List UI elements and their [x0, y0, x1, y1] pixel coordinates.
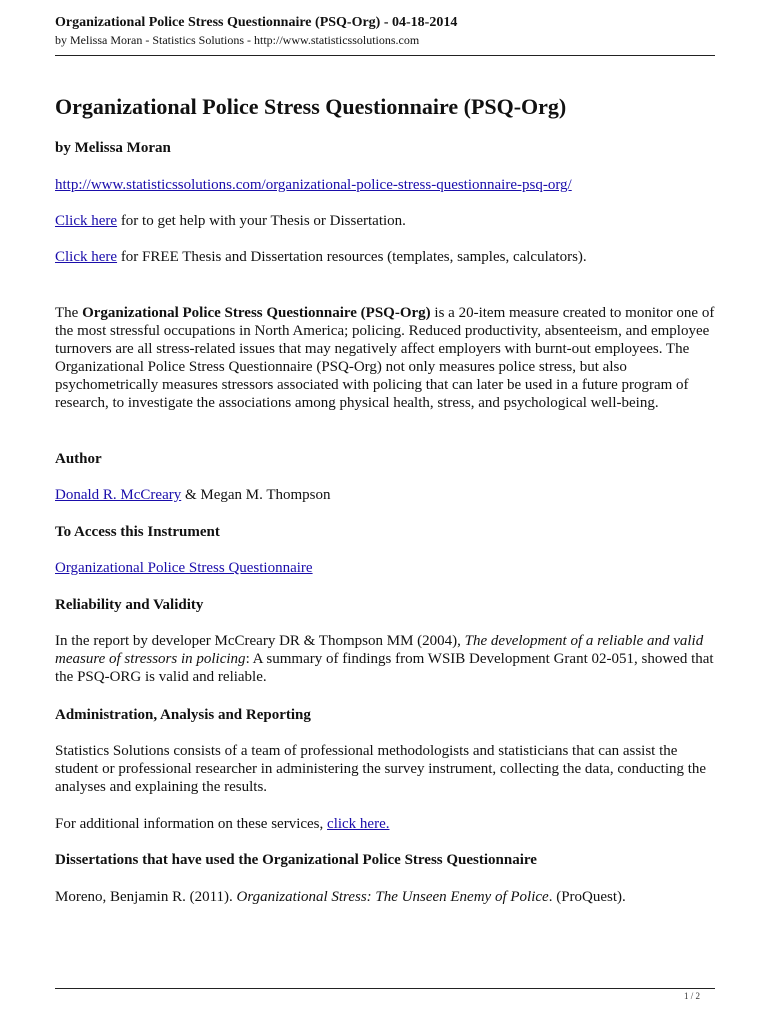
- reliability-prefix: In the report by developer McCreary DR & Thompson MM (2004),: [55, 633, 465, 649]
- intro-rest: is a 20-item measure created to monitor one of the most stressful occupations in North America; policing. Reduced productivity, absenteeism, and employee turnovers are all stress-related issues that may negatively affect employers with burnt-out employees. The Organizational Police Stress Questionnaire (PSQ-Org) not only measures police stress, but also psychometrically measures stressors associated with policing that can later be used in a future program of research, to investigate the associations among physical health, stress, and psychological well-being.: [55, 305, 715, 411]
- admin-paragraph: Statistics Solutions consists of a team of professional methodologists and statisticians that can assist the student or professional researcher in administering the survey instrument, collecting the data, conducting the analyses and explaining the results.: [55, 743, 707, 795]
- article-url-link[interactable]: http://www.statisticssolutions.com/organizational-police-stress-questionnaire-psq-org/: [55, 177, 572, 193]
- footer-divider: [55, 988, 715, 989]
- access-heading: To Access this Instrument: [55, 524, 220, 540]
- help-click-here-link[interactable]: Click here: [55, 213, 118, 229]
- info-click-here-link[interactable]: click here.: [327, 816, 390, 832]
- resources-click-here-link[interactable]: Click here: [55, 249, 118, 265]
- author-line: [55, 486, 715, 504]
- dissertations-heading: Dissertations that have used the Organizational Police Stress Questionnaire: [55, 852, 537, 868]
- info-prefix: For additional information on these services,: [55, 816, 328, 832]
- help-text: for to get help with your Thesis or Dissertation.: [117, 213, 406, 229]
- access-instrument-link[interactable]: Organizational Police Stress Questionnaire: [55, 560, 313, 576]
- citation-rest: . (ProQuest).: [548, 889, 626, 905]
- access-line: [55, 559, 715, 577]
- page-header: [55, 14, 715, 48]
- article-title: Organizational Police Stress Questionnaire (PSQ-Org): [55, 94, 567, 119]
- author-rest: & Megan M. Thompson: [181, 487, 331, 503]
- reliability-heading: Reliability and Validity: [55, 597, 204, 613]
- citation-title: Organizational Stress: The Unseen Enemy of Police: [236, 889, 549, 905]
- article-byline: by Melissa Moran: [55, 140, 171, 156]
- header-title: Organizational Police Stress Questionnaire (PSQ-Org) - 04-18-2014: [55, 15, 458, 30]
- header-divider: [55, 55, 715, 56]
- info-line: [55, 815, 715, 833]
- reliability-paragraph: [55, 632, 715, 686]
- article-body: [55, 92, 715, 905]
- resources-text: for FREE Thesis and Dissertation resources (templates, samples, calculators).: [117, 249, 587, 265]
- author-link[interactable]: Donald R. McCreary: [55, 487, 182, 503]
- admin-heading: Administration, Analysis and Reporting: [55, 707, 311, 723]
- header-subtitle: by Melissa Moran - Statistics Solutions - http://www.statisticssolutions.com: [55, 33, 420, 47]
- intro-paragraph: [55, 304, 715, 412]
- citation-line: [55, 888, 715, 906]
- author-heading: Author: [55, 451, 102, 467]
- article-url-line: [55, 176, 715, 194]
- intro-prefix: The: [55, 305, 83, 321]
- reliability-rest: : A summary of findings from WSIB Development Grant 02-051, showed that the PSQ-ORG is valid and reliable.: [55, 651, 714, 685]
- intro-instrument-name: Organizational Police Stress Questionnaire (PSQ-Org): [82, 305, 431, 321]
- citation-prefix: Moreno, Benjamin R. (2011).: [55, 889, 237, 905]
- resources-line: [55, 248, 715, 266]
- page-number: 1 / 2: [683, 991, 700, 1001]
- reliability-report-title: The development of a reliable and valid measure of stressors in policing: [55, 633, 704, 667]
- help-line: [55, 212, 715, 230]
